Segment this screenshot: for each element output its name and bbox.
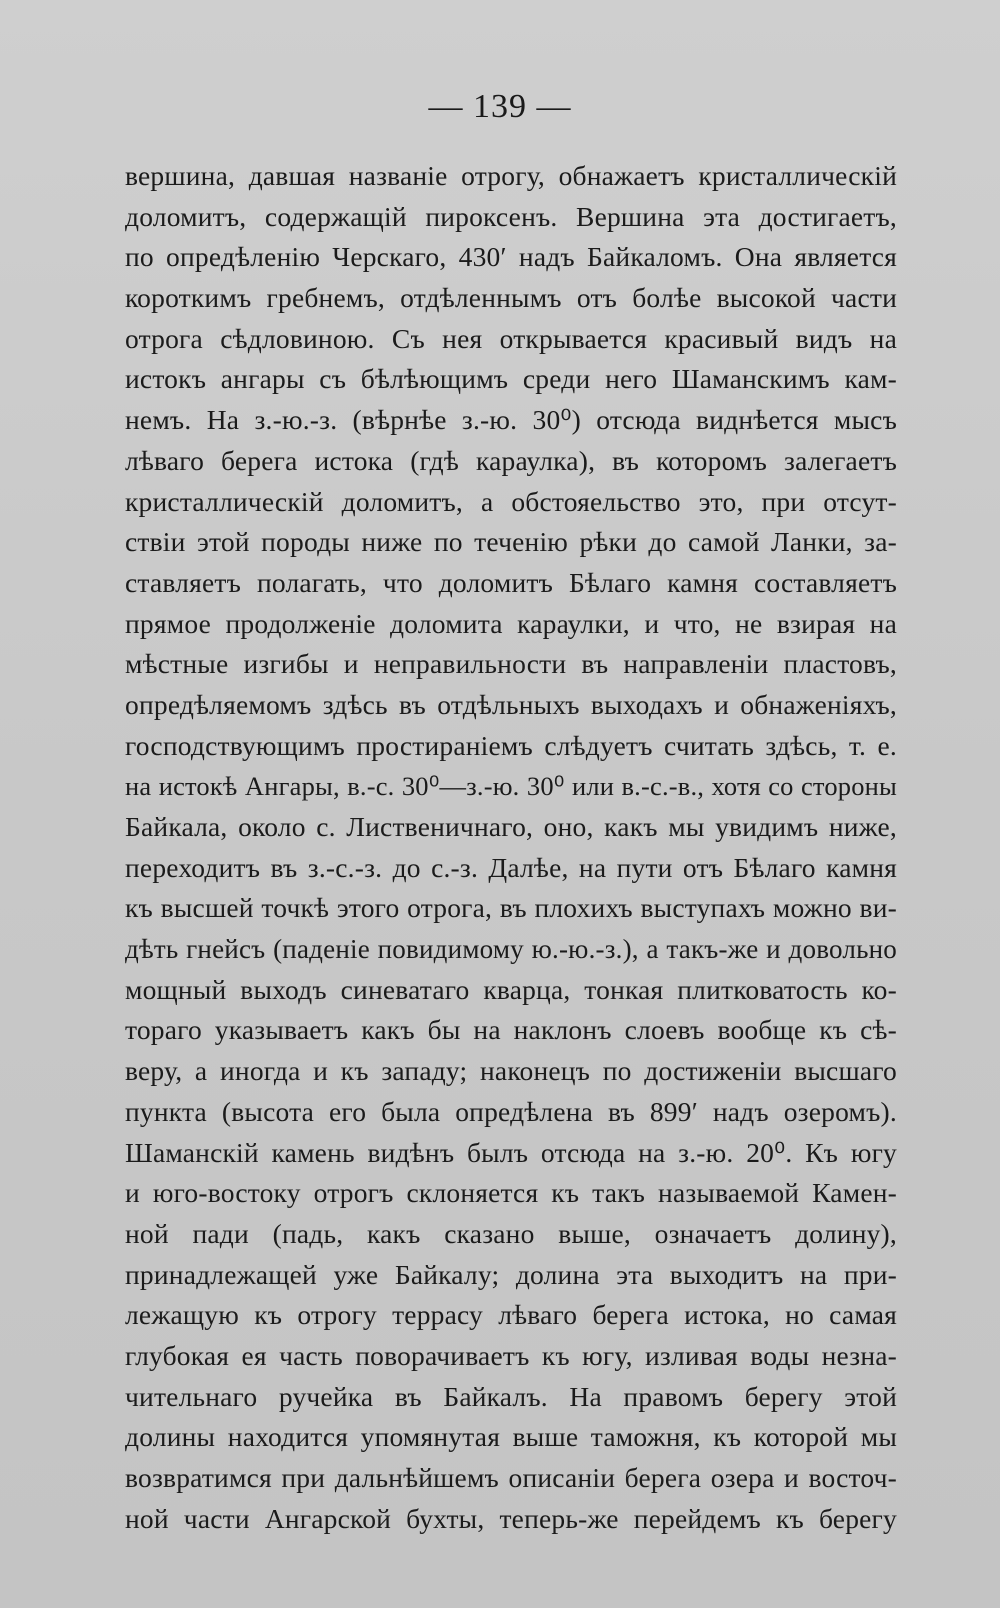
text-line: пункта (высота его была опредѣлена въ 899′ надъ озеромъ).	[125, 1095, 897, 1127]
text-line: принадлежащей уже Байкалу; долина эта выходитъ на при-	[125, 1258, 897, 1290]
text-line: возвратимся при дальнѣйшемъ описаніи берега озера и восточ-	[125, 1462, 897, 1493]
text-line: ной части Ангарской бухты, теперь-же перейдемъ къ берегу	[125, 1502, 897, 1534]
text-line: короткимъ гребнемъ, отдѣленнымъ отъ болѣе высокой части	[125, 282, 897, 314]
text-line: кристаллическій доломитъ, а обстояельство это, при отсут-	[125, 485, 897, 517]
text-line: на истокѣ Ангары, в.-с. 30⁰—з.-ю. 30⁰ или в.-с.-в., хотя со стороны	[125, 771, 897, 802]
text-line: опредѣляемомъ здѣсь въ отдѣльныхъ выходахъ и обнаженіяхъ,	[125, 688, 897, 720]
text-line: долины находится упомянутая выше таможня, къ которой мы	[125, 1421, 897, 1453]
text-line: прямое продолженіе доломита караулки, и что, не взирая на	[125, 607, 897, 639]
text-line: дѣть гнейсъ (паденіе повидимому ю.-ю.-з.), а такъ-же и довольно	[125, 934, 897, 965]
text-line: отрога сѣдловиною. Съ нея открывается красивый видъ на	[125, 322, 897, 354]
text-line: истокъ ангары съ бѣлѣющимъ среди него Шаманскимъ кам-	[125, 363, 897, 395]
text-line: лежащую къ отрогу террасу лѣваго берега истока, но самая	[125, 1299, 897, 1331]
text-line: лѣваго берега истока (гдѣ караулка), въ которомъ залегаетъ	[125, 444, 897, 476]
text-line: мѣстные изгибы и неправильности въ направленіи пластовъ,	[125, 648, 897, 680]
body-text	[125, 156, 897, 1539]
text-line: ствіи этой породы ниже по теченію рѣки до самой Ланки, за-	[125, 526, 897, 558]
text-line: переходитъ въ з.-с.-з. до с.-з. Далѣе, на пути отъ Бѣлаго камня	[125, 851, 897, 883]
text-line: тораго указываетъ какъ бы на наклонъ слоевъ вообще къ сѣ-	[125, 1014, 897, 1046]
text-line: Шаманскій камень видѣнъ былъ отсюда на з.-ю. 20⁰. Къ югу	[125, 1136, 897, 1168]
text-line: немъ. На з.-ю.-з. (вѣрнѣе з.-ю. 30⁰) отсюда виднѣется мысъ	[125, 404, 897, 436]
text-line: мощный выходъ синеватаго кварца, тонкая плитковатость ко-	[125, 973, 897, 1005]
text-line: веру, а иногда и къ западу; наконецъ по достиженіи высшаго	[125, 1055, 897, 1087]
text-line: къ высшей точкѣ этого отрога, въ плохихъ выступахъ можно ви-	[125, 892, 897, 924]
text-line: господствующимъ простираніемъ слѣдуетъ считать здѣсь, т. е.	[125, 729, 897, 761]
text-line: вершина, давшая названіе отрогу, обнажаетъ кристаллическій	[125, 160, 897, 191]
text-line: доломитъ, содержащій пироксенъ. Вершина эта достигаетъ,	[125, 200, 897, 232]
text-line: ставляетъ полагать, что доломитъ Бѣлаго камня составляетъ	[125, 566, 897, 598]
text-line: глубокая ея часть поворачиваетъ къ югу, изливая воды незна-	[125, 1339, 897, 1371]
text-line: ной пади (падь, какъ сказано выше, означаетъ долину),	[125, 1217, 897, 1249]
text-line: по опредѣленію Черскаго, 430′ надъ Байкаломъ. Она является	[125, 241, 897, 273]
page-number: — 139 —	[428, 88, 572, 125]
text-line: Байкала, около с. Лиственичнаго, оно, какъ мы увидимъ ниже,	[125, 811, 897, 842]
text-line: и юго-востоку отрогъ склоняется къ такъ называемой Камен-	[125, 1177, 897, 1209]
text-line: чительнаго ручейка въ Байкалъ. На правомъ берегу этой	[125, 1380, 897, 1412]
